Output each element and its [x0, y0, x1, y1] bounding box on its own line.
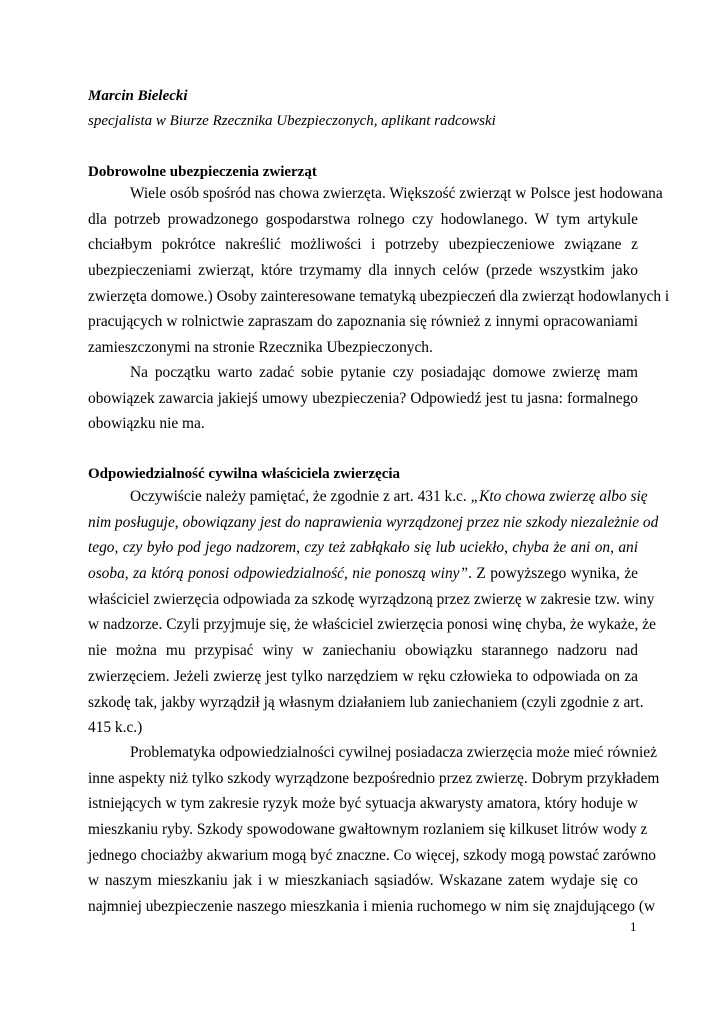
text-line: inne aspekty niż tylko szkody wyrządzone bezpośrednio przez zwierzę. Dobrym przykładem: [88, 769, 660, 787]
text-line: dla potrzeb prowadzonego gospodarstwa rolnego czy hodowlanego. W tym artykule: [88, 210, 638, 228]
text-line: zwierzęciem. Jeżeli zwierzę jest tylko narzędziem w ręku człowieka to odpowiada on za: [88, 667, 638, 685]
quote-run: osoba, za którą ponosi odpowiedzialność, nie ponoszą winy”: [88, 565, 469, 583]
text-line: zamieszczonymi na stronie Rzecznika Ubezpieczonych.: [88, 339, 433, 357]
text-line: [88, 510, 659, 536]
paragraph-obligation: [88, 360, 638, 437]
paragraph-civil-code: [88, 484, 659, 741]
text-run: . Z powyższego wynika, że: [468, 565, 638, 583]
paragraph-aquarium: [88, 740, 660, 920]
text-line: nie można mu przypisać winy w zaniechaniu obowiązku starannego nadzoru nad: [88, 642, 638, 660]
quote-run: tego, czy było pod jego nadzorem, czy też zabłąkało się lub uciekło, chyba że ani on, ani: [88, 539, 638, 557]
text-line: istniejących w tym zakresie ryzyk może być sytuacja akwarysty amatora, który hoduje w: [88, 795, 638, 813]
author-role: specjalista w Biurze Rzecznika Ubezpieczonych, aplikant radcowski: [88, 113, 496, 129]
text-line: szkodę tak, jakby wyrządził ją własnym działaniem lub zaniechaniem (czyli zgodnie z art.: [88, 693, 644, 711]
text-line: obowiązek zawarcia jakiejś umowy ubezpieczenia? Odpowiedź jest tu jasna: formalnego: [88, 389, 638, 407]
text-line: mieszkaniu ryby. Szkody spowodowane gwałtownym rozlaniem się kilkuset litrów wody z: [88, 821, 648, 839]
text-line: najmniej ubezpieczenie naszego mieszkania i mienia ruchomego w nim się znajdującego (w: [88, 898, 656, 916]
text-line: w nadzorze. Czyli przyjmuje się, że właściciel zwierzęcia ponosi winę chyba, że wykaże, że: [88, 616, 656, 634]
text-line: Na początku warto zadać sobie pytanie czy posiadając domowe zwierzę mam: [130, 364, 638, 381]
quote-run: „Kto chowa zwierzę albo się: [470, 488, 648, 505]
section-heading-civil-liability: Odpowiedzialność cywilna właściciela zwierzęcia: [88, 466, 401, 482]
text-run: Oczywiście należy pamiętać, że zgodnie z art. 431 k.c.: [130, 488, 471, 505]
text-line: 415 k.c.): [88, 719, 143, 737]
text-line: obowiązku nie ma.: [88, 415, 205, 433]
text-line: zwierzęta domowe.) Osoby zainteresowane tematyką ubezpieczeń dla zwierząt hodowlanych i: [88, 287, 670, 305]
text-line: [88, 561, 638, 587]
text-line: pracujących w rolnictwie zapraszam do zapoznania się również z innymi opracowaniami: [88, 313, 638, 331]
author-name: Marcin Bielecki: [88, 88, 188, 104]
paragraph-intro: [88, 181, 670, 361]
text-line: chciałbym pokrótce nakreślić możliwości i potrzeby ubezpieczeniowe związane z: [88, 236, 638, 254]
text-line: ubezpieczeniami zwierząt, które trzymamy dla innych celów (przede wszystkim jako: [88, 262, 638, 280]
page-number: 1: [630, 919, 637, 934]
quote-run: nim posługuje, obowiązany jest do naprawienia wyrządzonej przez nie szkody niezależnie od: [88, 513, 659, 531]
text-line: Wiele osób spośród nas chowa zwierzęta. Większość zwierząt w Polsce jest hodowana: [130, 185, 663, 202]
text-line: [88, 535, 638, 561]
text-line: [88, 484, 648, 510]
section-heading-voluntary-insurance: Dobrowolne ubezpieczenia zwierząt: [88, 164, 317, 180]
text-line: właściciel zwierzęcia odpowiada za szkodę wyrządzoną przez zwierzę w zakresie tzw. winy: [88, 590, 655, 608]
text-line: Problematyka odpowiedzialności cywilnej posiadacza zwierzęcia może mieć również: [130, 744, 657, 761]
text-line: w naszym mieszkaniu jak i w mieszkaniach sąsiadów. Wskazane zatem wydaje się co: [88, 872, 638, 890]
text-line: jednego chociażby akwarium mogą być znaczne. Co więcej, szkody mogą powstać zarówno: [88, 846, 656, 864]
